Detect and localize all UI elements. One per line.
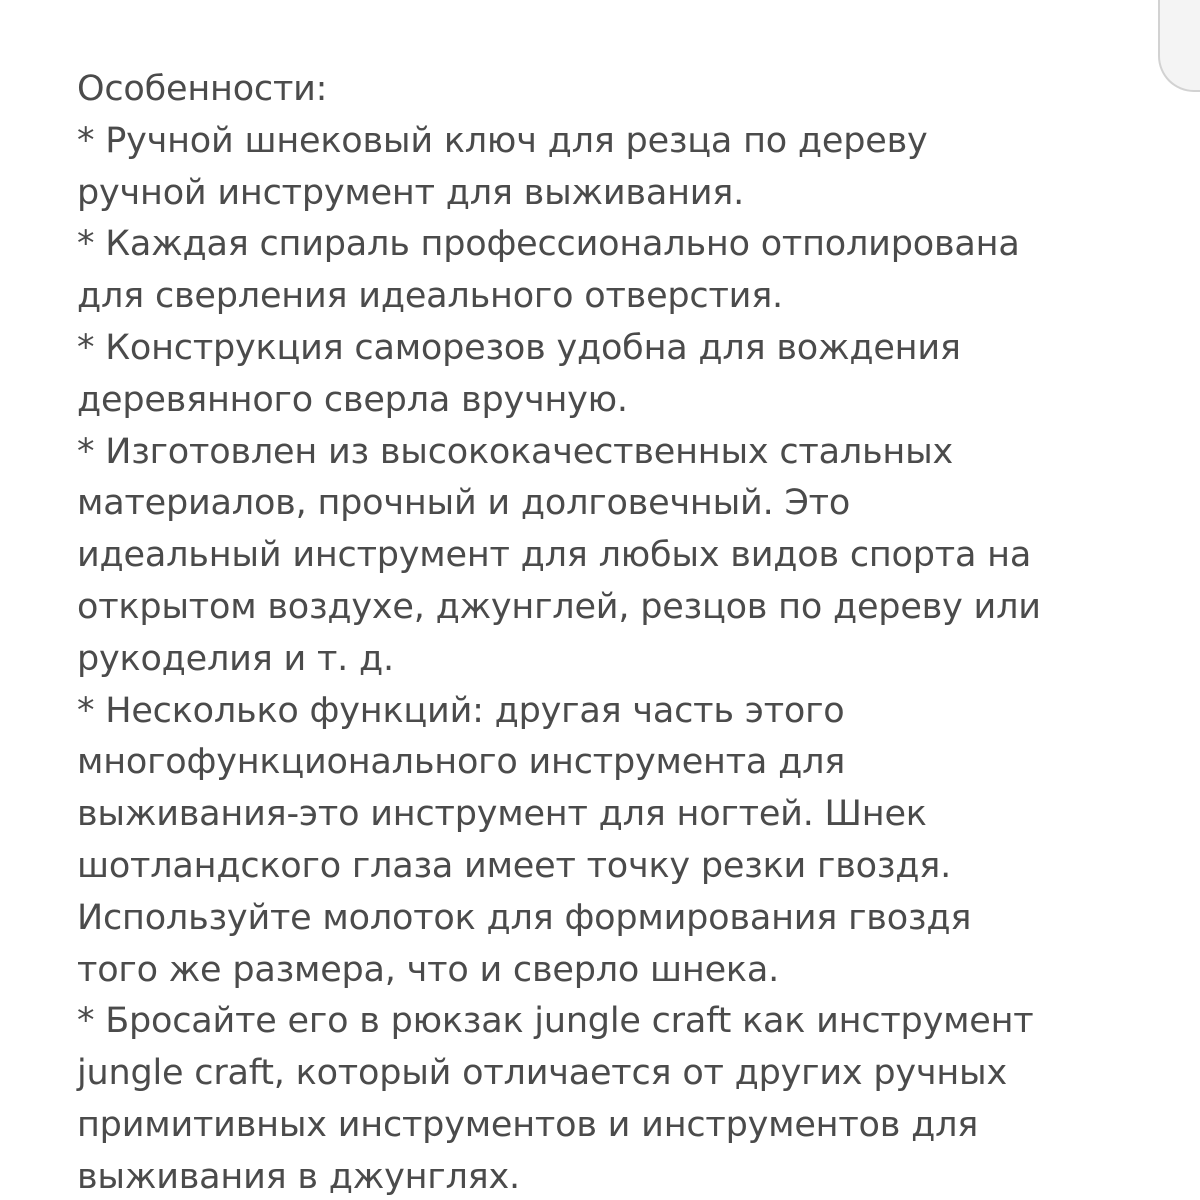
page-edge-curve	[1158, 0, 1200, 92]
text-line: выживания в джунглях.	[77, 1156, 520, 1197]
text-line: для сверления идеального отверстия.	[77, 276, 783, 317]
text-line: выживания-это инструмент для ногтей. Шнек	[77, 794, 927, 835]
text-line: ручной инструмент для выживания.	[77, 172, 745, 213]
text-line: * Несколько функций: другая часть этого	[77, 690, 845, 731]
text-line: * Ручной шнековый ключ для резца по дереву	[77, 120, 928, 161]
text-line: jungle craft, который отличается от других ручных	[77, 1053, 1007, 1094]
text-line: идеальный инструмент для любых видов спорта на	[77, 535, 1032, 576]
text-line: * Конструкция саморезов удобна для вождения	[77, 327, 961, 368]
text-line: многофункционального инструмента для	[77, 742, 846, 783]
text-line: материалов, прочный и долговечный. Это	[77, 483, 851, 524]
text-line: * Бросайте его в рюкзак jungle craft как инструмент	[77, 1001, 1034, 1042]
text-line: рукоделия и т. д.	[77, 638, 394, 679]
features-text	[77, 64, 1157, 1200]
text-line: Используйте молоток для формирования гвоздя	[77, 897, 972, 938]
features-heading: Особенности:	[77, 69, 328, 109]
text-line: * Изготовлен из высококачественных стальных	[77, 431, 954, 472]
text-line: того же размера, что и сверло шнека.	[77, 949, 780, 990]
text-line: деревянного сверла вручную.	[77, 379, 628, 420]
text-line: примитивных инструментов и инструментов для	[77, 1104, 979, 1145]
text-line: * Каждая спираль профессионально отполирована	[77, 224, 1020, 265]
text-line: открытом воздухе, джунглей, резцов по дереву или	[77, 586, 1041, 627]
text-line: шотландского глаза имеет точку резки гвоздя.	[77, 845, 952, 886]
